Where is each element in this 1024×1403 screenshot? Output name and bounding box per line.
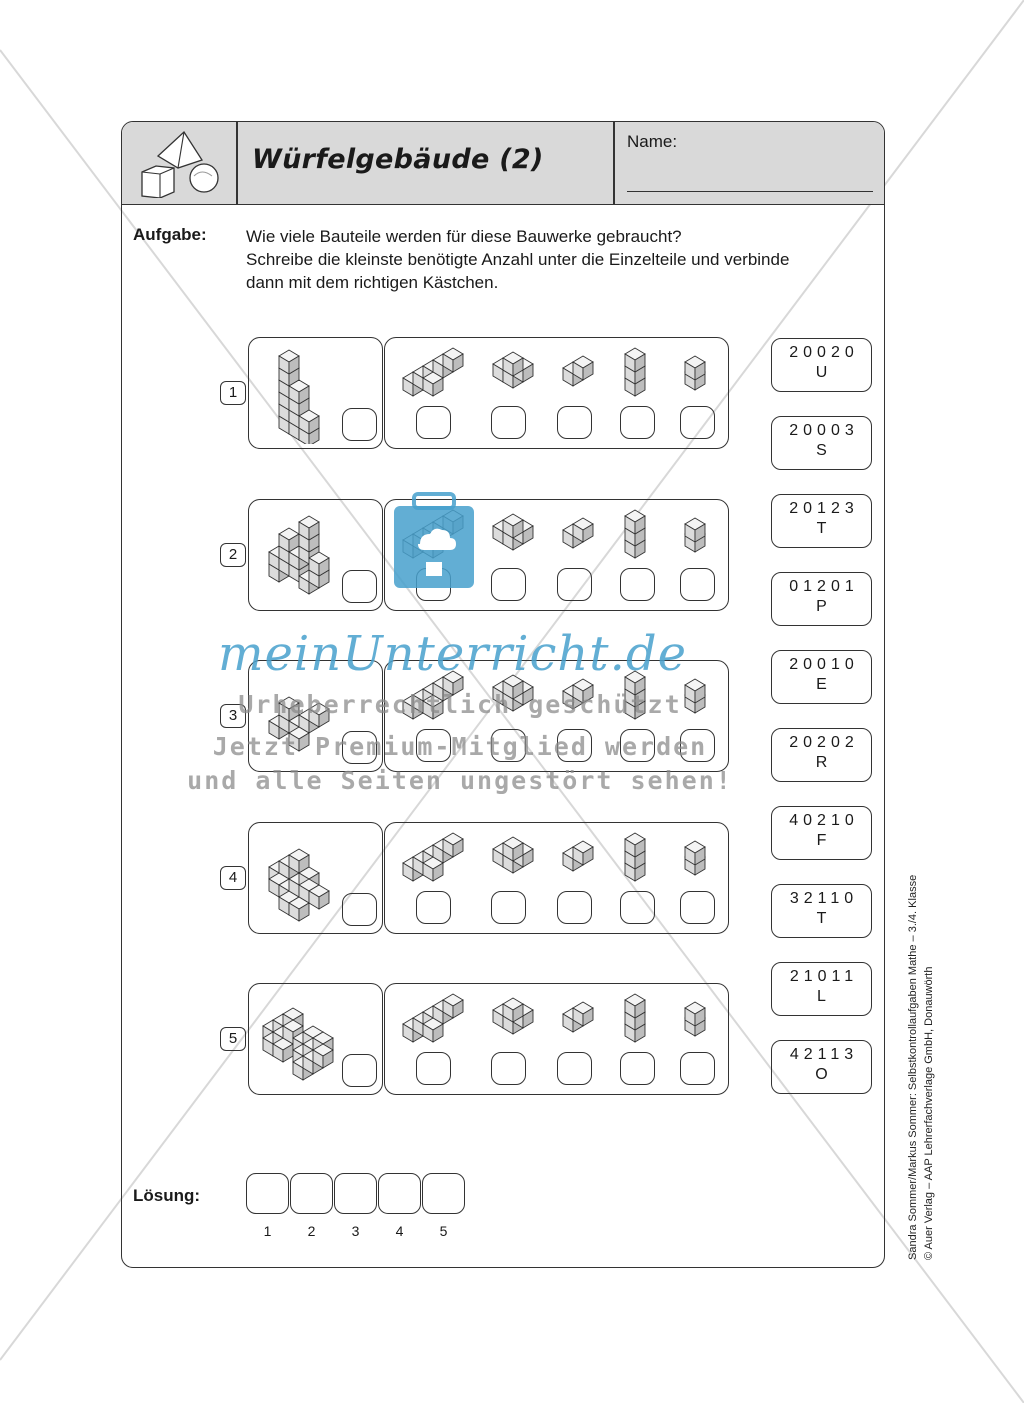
row-number: 5	[220, 1027, 246, 1051]
option-code: 21011	[789, 968, 859, 985]
option-letter: T	[816, 910, 827, 927]
part-count-box[interactable]	[620, 1052, 655, 1085]
option-letter: F	[816, 832, 827, 849]
task-label: Aufgabe:	[133, 225, 207, 244]
part-count-box[interactable]	[620, 568, 655, 601]
part-count-box[interactable]	[491, 1052, 526, 1085]
part-count-box[interactable]	[620, 729, 655, 762]
cube-building-image	[263, 677, 343, 767]
cube-building-image	[257, 992, 347, 1087]
solution-letter-box[interactable]	[334, 1173, 377, 1214]
building-count-box[interactable]	[342, 893, 377, 926]
part-count-box[interactable]	[416, 891, 451, 924]
cube-building-image	[269, 344, 339, 444]
solution-index: 5	[439, 1223, 448, 1239]
l-shape-part-icon	[403, 348, 463, 396]
parts-box	[384, 983, 729, 1095]
answer-option[interactable]	[771, 494, 872, 548]
option-code: 20010	[789, 656, 859, 673]
part-count-box[interactable]	[680, 891, 715, 924]
building-box	[248, 499, 383, 611]
part-count-box[interactable]	[416, 406, 451, 439]
building-box	[248, 822, 383, 934]
option-letter: T	[816, 520, 827, 537]
option-letter: L	[817, 988, 826, 1005]
part-count-box[interactable]	[416, 729, 451, 762]
watermark-line: Jetzt Premium-Mitglied werden	[212, 732, 708, 761]
building-box	[248, 983, 383, 1095]
answer-option[interactable]	[771, 572, 872, 626]
exercise-row	[220, 337, 740, 449]
solution-letter-box[interactable]	[246, 1173, 289, 1214]
name-label: Name:	[627, 132, 678, 151]
part-count-box[interactable]	[491, 729, 526, 762]
geometric-shapes-icon	[136, 128, 226, 198]
solution-index: 4	[395, 1223, 404, 1239]
building-count-box[interactable]	[342, 408, 377, 441]
part-count-box[interactable]	[416, 1052, 451, 1085]
option-code: 42113	[789, 1046, 859, 1063]
part-count-box[interactable]	[680, 1052, 715, 1085]
parts-images	[401, 829, 716, 885]
answer-option[interactable]	[771, 962, 872, 1016]
parts-images	[401, 667, 716, 723]
solution-letter-box[interactable]	[290, 1173, 333, 1214]
header-divider	[613, 122, 615, 204]
row-number: 4	[220, 866, 246, 890]
name-field[interactable]	[627, 191, 873, 192]
option-code: 20202	[789, 734, 859, 751]
solution-letter-box[interactable]	[378, 1173, 421, 1214]
row-number: 3	[220, 704, 246, 728]
building-box	[248, 660, 383, 772]
tri-cube-part-icon	[493, 352, 533, 388]
solution-label: Lösung:	[133, 1186, 201, 1205]
part-count-box[interactable]	[557, 891, 592, 924]
building-count-box[interactable]	[342, 1054, 377, 1087]
option-letter: R	[815, 754, 828, 771]
parts-images	[401, 344, 716, 400]
cube-building-image	[263, 510, 343, 605]
answer-option[interactable]	[771, 338, 872, 392]
watermark-brand: meinUnterricht.de	[218, 626, 687, 682]
cube-building-image	[263, 833, 343, 928]
task-line: Wie viele Bauteile werden für diese Bauwerke gebraucht?	[246, 227, 682, 246]
exercise-row	[220, 983, 740, 1095]
part-count-box[interactable]	[416, 568, 451, 601]
single-cube-part-icon	[685, 356, 705, 390]
option-letter: O	[815, 1066, 828, 1083]
worksheet-header	[122, 122, 884, 205]
option-code: 01201	[789, 578, 859, 595]
double-cube-part-icon	[563, 356, 593, 386]
part-count-box[interactable]	[491, 406, 526, 439]
tall-double-part-icon	[625, 348, 645, 396]
credit-line: © Auer Verlag – AAP Lehrerfachverlage GmbH, Donauwörth	[923, 966, 935, 1260]
parts-box	[384, 660, 729, 772]
answer-option[interactable]	[771, 728, 872, 782]
solution-index: 2	[307, 1223, 316, 1239]
building-box	[248, 337, 383, 449]
watermark-line: und alle Seiten ungestört sehen!	[187, 766, 733, 795]
parts-box	[384, 499, 729, 611]
exercise-row	[220, 499, 740, 611]
part-count-box[interactable]	[680, 568, 715, 601]
header-divider	[236, 122, 238, 204]
row-number: 1	[220, 381, 246, 405]
option-letter: E	[816, 676, 827, 693]
part-count-box[interactable]	[620, 406, 655, 439]
watermark-line: Urheberrechtlich geschützt	[238, 690, 682, 719]
option-code: 40210	[789, 812, 859, 829]
answer-option[interactable]	[771, 884, 872, 938]
answer-option[interactable]	[771, 416, 872, 470]
part-count-box[interactable]	[557, 406, 592, 439]
part-count-box[interactable]	[557, 729, 592, 762]
part-count-box[interactable]	[491, 891, 526, 924]
option-letter: U	[815, 364, 828, 381]
building-count-box[interactable]	[342, 570, 377, 603]
exercise-row	[220, 660, 740, 772]
part-count-box[interactable]	[557, 568, 592, 601]
answer-option[interactable]	[771, 1040, 872, 1094]
exercise-row	[220, 822, 740, 934]
parts-box	[384, 822, 729, 934]
option-code: 32110	[789, 890, 859, 907]
solution-letter-box[interactable]	[422, 1173, 465, 1214]
part-count-box[interactable]	[620, 891, 655, 924]
solution-index: 3	[351, 1223, 360, 1239]
option-code: 20020	[789, 344, 859, 361]
task-line: Schreibe die kleinste benötigte Anzahl unter die Einzelteile und verbinde	[246, 250, 790, 269]
building-count-box[interactable]	[342, 731, 377, 764]
option-code: 20003	[789, 422, 859, 439]
page-title: Würfelgebäude (2)	[252, 144, 544, 175]
task-text	[246, 225, 789, 294]
part-count-box[interactable]	[680, 729, 715, 762]
credit-line: Sandra Sommer/Markus Sommer: Selbstkontrollaufgaben Mathe – 3./4. Klasse	[907, 874, 919, 1260]
task-line: dann mit dem richtigen Kästchen.	[246, 273, 499, 292]
parts-box	[384, 337, 729, 449]
parts-images	[401, 506, 716, 562]
answer-option[interactable]	[771, 806, 872, 860]
answer-option[interactable]	[771, 650, 872, 704]
parts-images	[401, 990, 716, 1046]
part-count-box[interactable]	[680, 406, 715, 439]
option-letter: P	[816, 598, 827, 615]
option-letter: S	[816, 442, 827, 459]
part-count-box[interactable]	[491, 568, 526, 601]
part-count-box[interactable]	[557, 1052, 592, 1085]
copyright-sidebar	[905, 875, 937, 1260]
option-code: 20123	[789, 500, 859, 517]
solution-index: 1	[263, 1223, 272, 1239]
row-number: 2	[220, 543, 246, 567]
